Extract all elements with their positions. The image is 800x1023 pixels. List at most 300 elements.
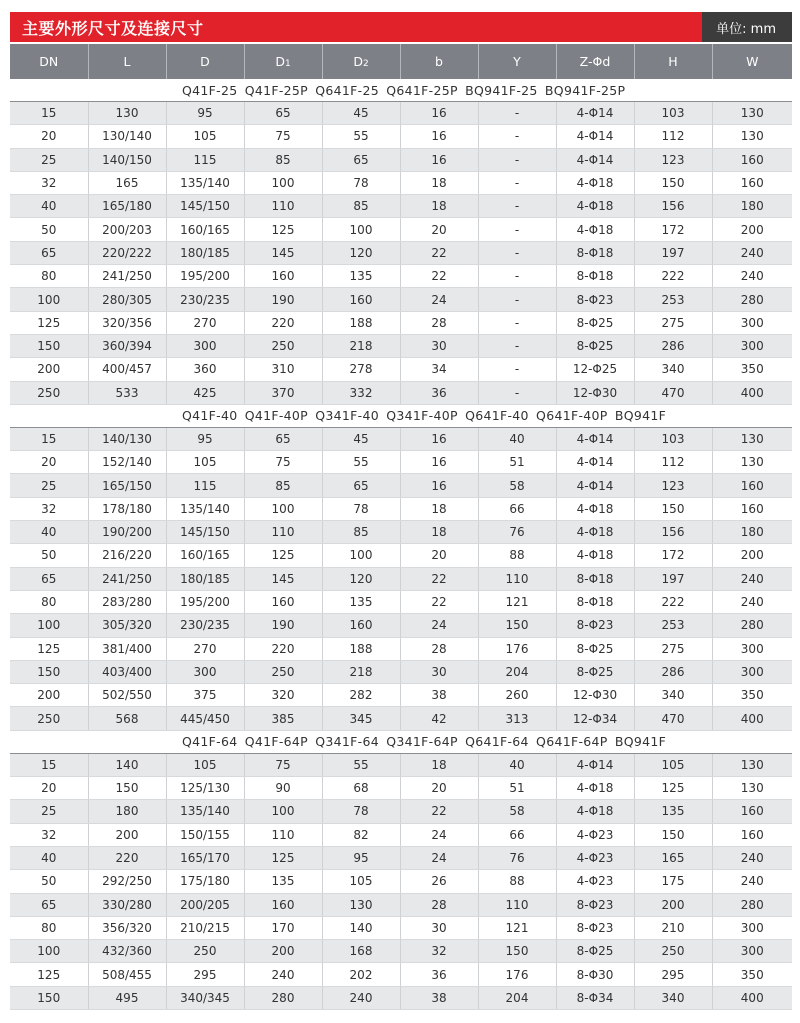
table-cell: 4-Φ14 [556, 148, 634, 171]
table-cell: 145/150 [166, 195, 244, 218]
table-cell: 25 [10, 474, 88, 497]
table-cell: 180 [712, 195, 792, 218]
table-cell: 78 [322, 800, 400, 823]
table-cell: 218 [322, 334, 400, 357]
table-cell: 110 [244, 195, 322, 218]
table-cell: 190/200 [88, 521, 166, 544]
table-cell: 65 [322, 148, 400, 171]
table-cell: 150 [478, 614, 556, 637]
table-cell: 140 [322, 916, 400, 939]
table-cell: 18 [400, 195, 478, 218]
table-cell: 95 [166, 102, 244, 125]
table-cell: 400/457 [88, 358, 166, 381]
table-cell: 400 [712, 381, 792, 404]
table-cell: 220 [244, 311, 322, 334]
title-bar [10, 12, 792, 42]
table-cell: 340/345 [166, 986, 244, 1009]
table-cell: 16 [400, 148, 478, 171]
table-cell: 145/150 [166, 521, 244, 544]
table-cell: 110 [478, 567, 556, 590]
table-cell: 40 [10, 846, 88, 869]
table-cell: 18 [400, 497, 478, 520]
table-cell: 180 [88, 800, 166, 823]
table-cell: 200 [712, 544, 792, 567]
table-cell: 40 [10, 195, 88, 218]
table-cell: 130 [712, 125, 792, 148]
table-cell: 200 [10, 684, 88, 707]
table-row [10, 893, 792, 916]
table-cell: 220/222 [88, 241, 166, 264]
table-cell: 425 [166, 381, 244, 404]
table-cell: 8-Φ18 [556, 567, 634, 590]
table-cell: 278 [322, 358, 400, 381]
table-cell: 16 [400, 451, 478, 474]
table-cell: 4-Φ14 [556, 451, 634, 474]
table-cell: 51 [478, 451, 556, 474]
table-cell: 24 [400, 288, 478, 311]
table-cell: 280/305 [88, 288, 166, 311]
table-cell: 4-Φ18 [556, 497, 634, 520]
table-cell: 150 [10, 986, 88, 1009]
table-cell: 310 [244, 358, 322, 381]
table-cell: 8-Φ18 [556, 590, 634, 613]
table-cell: 65 [244, 102, 322, 125]
table-row [10, 334, 792, 357]
table-cell: 8-Φ25 [556, 940, 634, 963]
table-cell: 508/455 [88, 963, 166, 986]
table-row [10, 497, 792, 520]
table-cell: 110 [244, 521, 322, 544]
table-cell: 280 [712, 893, 792, 916]
table-cell: 300 [712, 311, 792, 334]
table-cell: - [478, 218, 556, 241]
table-cell: 51 [478, 777, 556, 800]
table-cell: 168 [322, 940, 400, 963]
table-cell: 8-Φ25 [556, 637, 634, 660]
table-cell: 100 [10, 288, 88, 311]
table-cell: 160/165 [166, 218, 244, 241]
table-cell: 22 [400, 567, 478, 590]
table-cell: 80 [10, 916, 88, 939]
table-cell: 24 [400, 614, 478, 637]
table-cell: 12-Φ30 [556, 381, 634, 404]
table-cell: 202 [322, 963, 400, 986]
table-cell: 8-Φ30 [556, 963, 634, 986]
table-row [10, 963, 792, 986]
table-cell: 330/280 [88, 893, 166, 916]
table-cell: 100 [10, 614, 88, 637]
col-header: D1 [244, 44, 322, 79]
table-cell: 40 [10, 521, 88, 544]
table-row [10, 684, 792, 707]
table-cell: - [478, 241, 556, 264]
table-cell: 95 [166, 427, 244, 450]
table-cell: 103 [634, 102, 712, 125]
table-row [10, 288, 792, 311]
table-cell: 240 [322, 986, 400, 1009]
model-series-label: Q41F-25 Q41F-25P Q641F-25 Q641F-25P BQ941F-25 BQ941F-25P [182, 82, 626, 98]
table-row [10, 241, 792, 264]
table-cell: 55 [322, 451, 400, 474]
table-cell: - [478, 171, 556, 194]
table-cell: 140 [88, 753, 166, 776]
table-cell: 176 [478, 963, 556, 986]
table-cell: 220 [244, 637, 322, 660]
table-row [10, 986, 792, 1009]
model-series-row [10, 79, 792, 102]
table-cell: 76 [478, 846, 556, 869]
table-cell: 356/320 [88, 916, 166, 939]
table-cell: 200/203 [88, 218, 166, 241]
table-row [10, 381, 792, 404]
table-row [10, 707, 792, 730]
table-cell: 103 [634, 427, 712, 450]
table-cell: 12-Φ34 [556, 707, 634, 730]
table-cell: 4-Φ14 [556, 753, 634, 776]
table-cell: 4-Φ18 [556, 777, 634, 800]
table-cell: 4-Φ14 [556, 474, 634, 497]
table-cell: 78 [322, 497, 400, 520]
table-row [10, 800, 792, 823]
table-cell: 222 [634, 590, 712, 613]
table-cell: 332 [322, 381, 400, 404]
table-cell: 180/185 [166, 241, 244, 264]
table-cell: 130 [712, 102, 792, 125]
table-cell: 345 [322, 707, 400, 730]
table-cell: 160 [322, 614, 400, 637]
dimension-table [10, 44, 792, 1010]
table-cell: 250 [244, 660, 322, 683]
table-cell: 24 [400, 846, 478, 869]
table-cell: 18 [400, 521, 478, 544]
table-cell: 350 [712, 963, 792, 986]
table-cell: 20 [10, 125, 88, 148]
table-cell: 204 [478, 986, 556, 1009]
table-cell: 105 [166, 451, 244, 474]
table-cell: 4-Φ14 [556, 102, 634, 125]
table-cell: 16 [400, 427, 478, 450]
table-cell: 40 [478, 427, 556, 450]
table-row [10, 823, 792, 846]
table-cell: 4-Φ18 [556, 218, 634, 241]
table-cell: 240 [712, 590, 792, 613]
col-header: D [166, 44, 244, 79]
table-cell: 28 [400, 893, 478, 916]
table-cell: 50 [10, 218, 88, 241]
table-cell: 65 [244, 427, 322, 450]
table-cell: 197 [634, 241, 712, 264]
table-cell: 150 [634, 823, 712, 846]
col-header: b [400, 44, 478, 79]
table-cell: 195/200 [166, 590, 244, 613]
table-cell: 145 [244, 567, 322, 590]
col-header: DN [10, 44, 88, 79]
table-cell: - [478, 358, 556, 381]
table-cell: 95 [322, 846, 400, 869]
table-cell: 115 [166, 148, 244, 171]
table-cell: 195/200 [166, 265, 244, 288]
table-cell: 145 [244, 241, 322, 264]
page-title: 主要外形尺寸及连接尺寸 [22, 18, 204, 38]
table-cell: 82 [322, 823, 400, 846]
table-cell: 282 [322, 684, 400, 707]
table-cell: 36 [400, 381, 478, 404]
table-cell: 66 [478, 497, 556, 520]
table-cell: 241/250 [88, 265, 166, 288]
table-cell: 240 [712, 870, 792, 893]
table-cell: 200 [712, 218, 792, 241]
table-cell: 20 [10, 451, 88, 474]
table-cell: 25 [10, 148, 88, 171]
table-cell: 32 [10, 171, 88, 194]
table-cell: 8-Φ23 [556, 893, 634, 916]
table-cell: 197 [634, 567, 712, 590]
table-cell: 80 [10, 590, 88, 613]
table-cell: 20 [400, 218, 478, 241]
table-cell: 38 [400, 684, 478, 707]
table-cell: 300 [712, 637, 792, 660]
table-cell: 30 [400, 660, 478, 683]
table-cell: 381/400 [88, 637, 166, 660]
table-cell: 8-Φ18 [556, 241, 634, 264]
table-cell: 8-Φ18 [556, 265, 634, 288]
table-cell: 58 [478, 800, 556, 823]
table-cell: 125 [244, 846, 322, 869]
table-cell: 16 [400, 474, 478, 497]
table-cell: 370 [244, 381, 322, 404]
header-row [10, 44, 792, 79]
table-cell: 28 [400, 311, 478, 334]
table-row [10, 474, 792, 497]
table-cell: 135 [322, 590, 400, 613]
table-cell: 295 [634, 963, 712, 986]
col-header: Z-Φd [556, 44, 634, 79]
table-cell: 180/185 [166, 567, 244, 590]
table-cell: 350 [712, 684, 792, 707]
table-cell: 250 [166, 940, 244, 963]
table-cell: 400 [712, 986, 792, 1009]
table-cell: 121 [478, 590, 556, 613]
table-cell: 385 [244, 707, 322, 730]
table-cell: 4-Φ14 [556, 125, 634, 148]
table-cell: 340 [634, 684, 712, 707]
table-cell: 85 [322, 195, 400, 218]
table-cell: 22 [400, 590, 478, 613]
table-body [10, 79, 792, 1009]
table-row [10, 427, 792, 450]
table-cell: 105 [166, 125, 244, 148]
table-cell: 4-Φ18 [556, 800, 634, 823]
table-cell: 65 [10, 241, 88, 264]
table-cell: 295 [166, 963, 244, 986]
table-cell: 253 [634, 288, 712, 311]
table-cell: 502/550 [88, 684, 166, 707]
table-cell: 218 [322, 660, 400, 683]
table-cell: 42 [400, 707, 478, 730]
table-cell: 160 [244, 590, 322, 613]
table-cell: 241/250 [88, 567, 166, 590]
table-cell: 75 [244, 125, 322, 148]
table-cell: 175 [634, 870, 712, 893]
table-row [10, 846, 792, 869]
table-cell: 65 [10, 893, 88, 916]
table-cell: 283/280 [88, 590, 166, 613]
table-cell: - [478, 125, 556, 148]
table-cell: 28 [400, 637, 478, 660]
table-cell: 120 [322, 567, 400, 590]
table-cell: 286 [634, 660, 712, 683]
table-row [10, 753, 792, 776]
table-cell: 403/400 [88, 660, 166, 683]
table-cell: 32 [400, 940, 478, 963]
table-cell: 340 [634, 986, 712, 1009]
table-cell: 123 [634, 148, 712, 171]
table-cell: 75 [244, 451, 322, 474]
table-cell: 230/235 [166, 288, 244, 311]
table-cell: 4-Φ18 [556, 544, 634, 567]
table-cell: 216/220 [88, 544, 166, 567]
table-cell: 160 [712, 800, 792, 823]
table-cell: 12-Φ30 [556, 684, 634, 707]
table-cell: 150 [10, 334, 88, 357]
table-cell: 250 [10, 381, 88, 404]
table-cell: 320/356 [88, 311, 166, 334]
table-cell: 160 [712, 823, 792, 846]
table-cell: 220 [88, 846, 166, 869]
table-cell: 360 [166, 358, 244, 381]
table-cell: 22 [400, 241, 478, 264]
table-cell: 4-Φ14 [556, 427, 634, 450]
table-cell: 200/205 [166, 893, 244, 916]
table-cell: 260 [478, 684, 556, 707]
table-cell: 110 [244, 823, 322, 846]
table-cell: 320 [244, 684, 322, 707]
table-cell: 120 [322, 241, 400, 264]
col-header: H [634, 44, 712, 79]
unit-label: 单位: mm [702, 12, 792, 42]
table-row [10, 102, 792, 125]
table-row [10, 916, 792, 939]
table-cell: 165/180 [88, 195, 166, 218]
table-cell: 165 [634, 846, 712, 869]
table-cell: 88 [478, 870, 556, 893]
table-cell: 20 [10, 777, 88, 800]
table-cell: 160 [712, 497, 792, 520]
table-cell: - [478, 334, 556, 357]
table-cell: 280 [244, 986, 322, 1009]
table-cell: 50 [10, 870, 88, 893]
table-cell: 150 [88, 777, 166, 800]
table-cell: 16 [400, 102, 478, 125]
table-cell: 188 [322, 637, 400, 660]
col-header: L [88, 44, 166, 79]
table-cell: 8-Φ23 [556, 916, 634, 939]
table-cell: 240 [712, 567, 792, 590]
table-cell: 20 [400, 544, 478, 567]
table-cell: 110 [478, 893, 556, 916]
table-cell: 65 [322, 474, 400, 497]
table-cell: 58 [478, 474, 556, 497]
table-cell: 12-Φ25 [556, 358, 634, 381]
table-cell: 121 [478, 916, 556, 939]
table-cell: 190 [244, 614, 322, 637]
table-cell: 85 [244, 148, 322, 171]
table-cell: 130 [712, 753, 792, 776]
table-row [10, 265, 792, 288]
table-cell: 172 [634, 218, 712, 241]
table-cell: 160 [712, 474, 792, 497]
table-cell: 280 [712, 614, 792, 637]
table-cell: 78 [322, 171, 400, 194]
table-cell: 18 [400, 753, 478, 776]
table-cell: 250 [10, 707, 88, 730]
table-cell: 432/360 [88, 940, 166, 963]
table-row [10, 614, 792, 637]
table-cell: 340 [634, 358, 712, 381]
table-cell: 140/150 [88, 148, 166, 171]
table-cell: 165/170 [166, 846, 244, 869]
table-cell: 45 [322, 102, 400, 125]
table-cell: 135/140 [166, 497, 244, 520]
table-row [10, 637, 792, 660]
table-cell: 533 [88, 381, 166, 404]
table-row [10, 567, 792, 590]
table-cell: 4-Φ23 [556, 823, 634, 846]
model-series-label: Q41F-40 Q41F-40P Q341F-40 Q341F-40P Q641F-40 Q641F-40P BQ941F [182, 408, 667, 424]
table-cell: 8-Φ23 [556, 288, 634, 311]
table-cell: 36 [400, 963, 478, 986]
table-cell: 150 [478, 940, 556, 963]
table-cell: 130 [712, 427, 792, 450]
table-cell: 22 [400, 265, 478, 288]
table-row [10, 148, 792, 171]
table-cell: 125 [10, 637, 88, 660]
table-cell: 400 [712, 707, 792, 730]
table-cell: 125 [10, 963, 88, 986]
table-cell: 160/165 [166, 544, 244, 567]
model-series-row [10, 730, 792, 753]
table-cell: 130 [322, 893, 400, 916]
table-cell: 32 [10, 497, 88, 520]
table-cell: 300 [166, 660, 244, 683]
table-cell: 178/180 [88, 497, 166, 520]
table-cell: 20 [400, 777, 478, 800]
table-cell: 105 [322, 870, 400, 893]
table-cell: 200 [10, 358, 88, 381]
table-cell: 76 [478, 521, 556, 544]
model-series-label: Q41F-64 Q41F-64P Q341F-64 Q341F-64P Q641F-64 Q641F-64P BQ941F [182, 734, 667, 750]
table-cell: 75 [244, 753, 322, 776]
table-cell: 105 [166, 753, 244, 776]
table-cell: 112 [634, 125, 712, 148]
table-cell: 150 [634, 497, 712, 520]
table-cell: 4-Φ18 [556, 521, 634, 544]
table-cell: 135 [322, 265, 400, 288]
table-cell: 300 [712, 940, 792, 963]
table-cell: 140/130 [88, 427, 166, 450]
table-cell: 156 [634, 195, 712, 218]
table-cell: - [478, 102, 556, 125]
table-cell: 65 [10, 567, 88, 590]
table-cell: 26 [400, 870, 478, 893]
table-cell: 15 [10, 102, 88, 125]
table-cell: 165 [88, 171, 166, 194]
table-cell: 172 [634, 544, 712, 567]
model-series-cell [10, 730, 792, 753]
table-cell: 100 [244, 800, 322, 823]
table-cell: 32 [10, 823, 88, 846]
table-cell: 8-Φ34 [556, 986, 634, 1009]
